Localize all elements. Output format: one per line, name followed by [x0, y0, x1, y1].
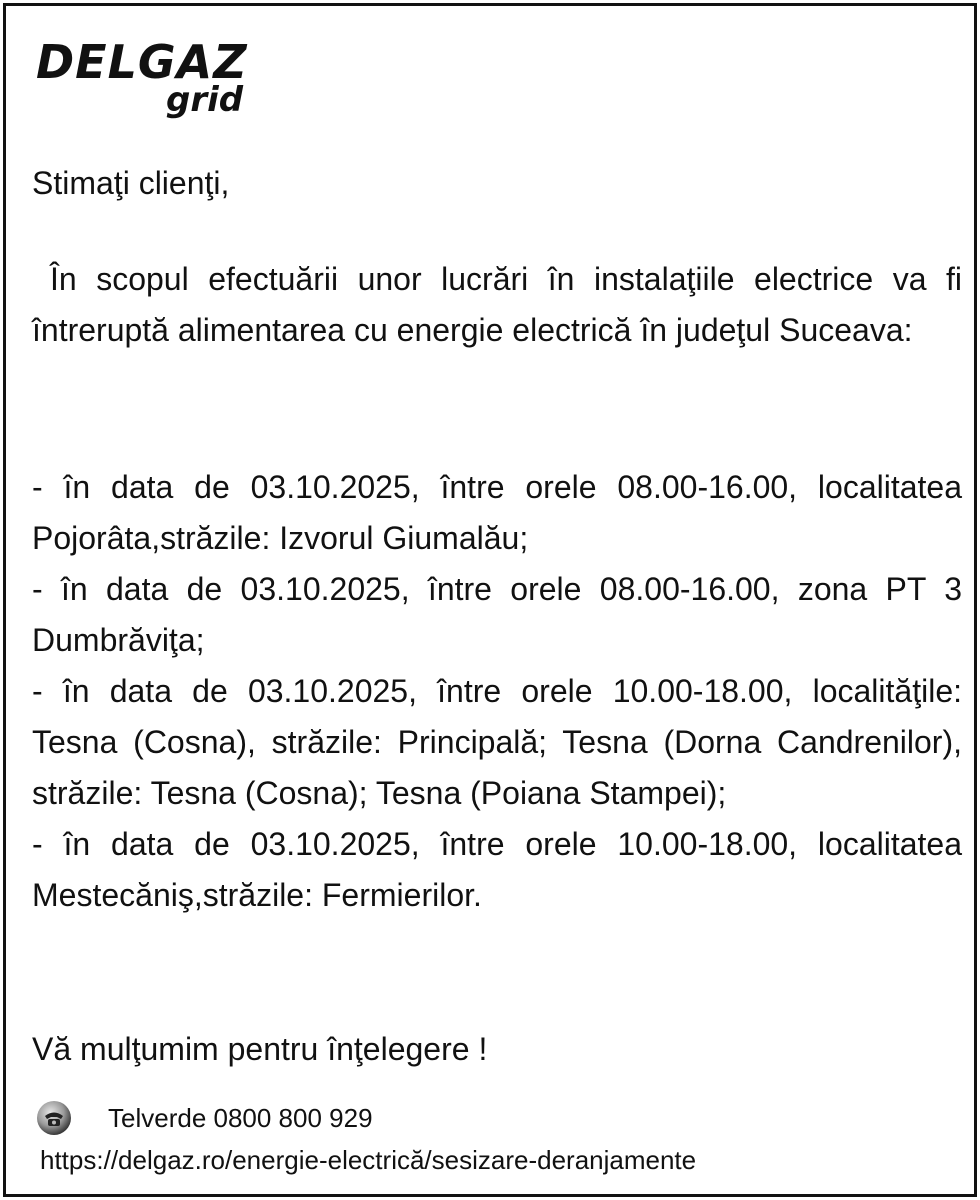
- logo-sub: grid: [166, 80, 244, 120]
- intro-paragraph: În scopul efectuării unor lucrări în instalaţiile electrice va fi întreruptă alimentarea cu energie electrică în judeţul Suceava:: [32, 261, 962, 348]
- greeting: Stimaţi clienţi,: [32, 165, 230, 201]
- phone-number: Telverde 0800 800 929: [108, 1103, 373, 1133]
- list-item: - în data de 03.10.2025, între orele 08.00-16.00, zona PT 3 Dumbrăviţa;: [32, 571, 962, 658]
- phone-icon: [36, 1100, 72, 1136]
- list-item: - în data de 03.10.2025, între orele 10.00-18.00, localităţile: Tesna (Cosna), străzile: Principală; Tesna (Dorna Candrenilor), străzile: Tesna (Cosna); Tesna (Poiana Stampei);: [32, 673, 962, 811]
- logo-brand: DELGAZ: [36, 35, 248, 89]
- list-item: - în data de 03.10.2025, între orele 08.00-16.00, localitatea Pojorâta,străzile: Izvorul Giumalău;: [32, 469, 962, 556]
- notice-frame: [3, 3, 977, 1197]
- website-link[interactable]: https://delgaz.ro/energie-electrică/sesizare-deranjamente: [40, 1145, 697, 1175]
- list-item: - în data de 03.10.2025, între orele 10.00-18.00, localitatea Mestecăniş,străzile: Fermierilor.: [32, 826, 962, 913]
- delgaz-grid-logo: [36, 36, 266, 126]
- thanks-text: Vă mulţumim pentru înţelegere !: [32, 1031, 488, 1067]
- outage-list: [32, 462, 962, 921]
